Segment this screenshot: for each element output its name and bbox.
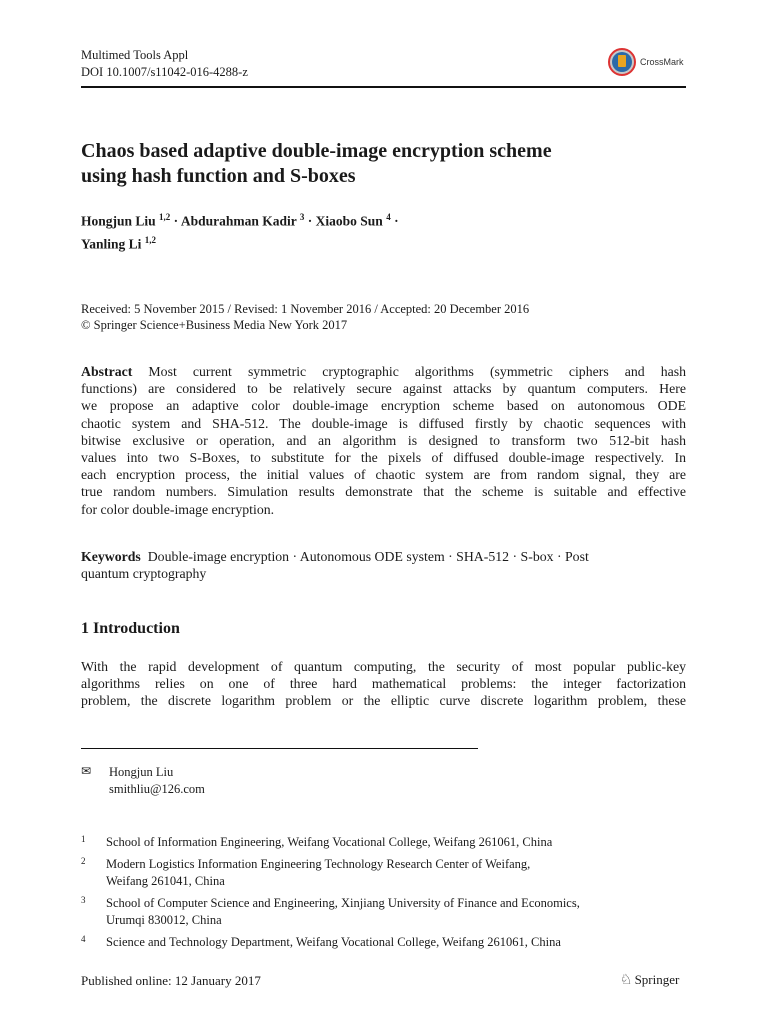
abstract-line: true random numbers. Simulation results demonstrate that the scheme is suitable and effective: [81, 484, 686, 500]
crossmark-badge[interactable]: [608, 47, 688, 77]
affiliation-text: Urumqi 830012, China: [106, 913, 222, 927]
abstract-line: we propose an adaptive color double-image encryption scheme based on autonomous ODE: [81, 398, 686, 414]
title-line-1: Chaos based adaptive double-image encryption scheme: [81, 140, 552, 162]
author-name[interactable]: Hongjun Liu: [81, 213, 156, 229]
paper-title: [81, 139, 552, 189]
copyright: © Springer Science+Business Media New York 2017: [81, 318, 348, 332]
abstract-line: each encryption process, the initial values of chaotic system are from random signal, they are: [81, 467, 686, 483]
affiliation-text: School of Information Engineering, Weifang Vocational College, Weifang 261061, China: [106, 835, 553, 849]
abstract-line: chaotic system and SHA-512. The double-image is diffused firstly by chaotic sequences with: [81, 415, 686, 431]
publisher-name: Springer: [634, 972, 680, 987]
section-heading: 1 Introduction: [81, 620, 180, 637]
affiliation-text: Modern Logistics Information Engineering Technology Research Center of Weifang,: [106, 857, 531, 871]
affiliation-number: 2: [81, 856, 86, 866]
keywords-line: quantum cryptography: [81, 566, 207, 582]
affiliation-number: 1: [81, 834, 86, 844]
history-dates: Received: 5 November 2015 / Revised: 1 November 2016 / Accepted: 20 December 2016: [81, 302, 530, 316]
abstract-line: bitwise exclusive or operation, and an algorithm is designed to transform two 512-bit hash: [81, 432, 686, 448]
abstract-label: Abstract: [81, 364, 133, 379]
article-dates: [81, 301, 691, 333]
abstract-line: Most current symmetric cryptographic algorithms (symmetric ciphers and hash: [148, 364, 686, 379]
author-name[interactable]: Xiaobo Sun: [315, 213, 383, 229]
crossmark-icon: [608, 48, 636, 76]
abstract-line: values into two S-Boxes, to substitute for the pixels of diffused double-image respectively. In: [81, 450, 686, 466]
contact-name: Hongjun Liu: [109, 765, 174, 779]
author-affil: 4: [386, 212, 391, 222]
affiliation-number: 3: [81, 895, 86, 905]
author-line-2: [81, 231, 399, 254]
affiliation: [81, 895, 691, 929]
author-line-1: [81, 208, 399, 231]
abstract-line: functions) are considered to be relatively secure against attacks by quantum computers. Here: [81, 381, 686, 397]
keywords-label: Keywords: [81, 549, 141, 564]
crossmark-label: CrossMark: [640, 57, 684, 67]
published-date: Published online: 12 January 2017: [81, 973, 261, 988]
abstract-line: for color double-image encryption.: [81, 501, 275, 517]
intro-paragraph: [81, 658, 686, 710]
journal-name: Multimed Tools Appl: [81, 48, 189, 62]
title-line-2: using hash function and S-boxes: [81, 165, 356, 187]
contact-email[interactable]: smithliu@126.com: [109, 782, 205, 796]
author-name[interactable]: Abdurahman Kadir: [180, 213, 297, 229]
footnote-rule: [81, 748, 478, 749]
affiliation: [81, 856, 691, 890]
affiliation-text: Science and Technology Department, Weifang Vocational College, Weifang 261061, China: [106, 935, 561, 949]
author-separator: ·: [307, 213, 313, 229]
affiliation-text: Weifang 261041, China: [106, 874, 225, 888]
keywords-line: Double-image encryption · Autonomous ODE system · SHA-512 · S-box · Post: [147, 549, 589, 564]
intro-line: With the rapid development of quantum computing, the security of most popular public-key: [81, 659, 686, 674]
author-separator: ·: [173, 213, 179, 229]
affiliation-number: 4: [81, 934, 86, 944]
header-rule: [81, 86, 686, 88]
author-affil: 1,2: [159, 212, 171, 222]
author-affil: 1,2: [144, 234, 157, 245]
affiliation: [81, 834, 691, 851]
abstract: [81, 363, 686, 518]
doi[interactable]: DOI 10.1007/s11042-016-4288-z: [81, 65, 248, 79]
intro-line: algorithms relies on one of three hard mathematical problems: the integer factorization: [81, 676, 686, 692]
envelope-icon: ✉: [81, 764, 92, 778]
publisher-logo[interactable]: [620, 972, 679, 988]
intro-line: problem, the discrete logarithm problem or the elliptic curve discrete logarithm problem, these: [81, 693, 686, 709]
affiliation-text: School of Computer Science and Engineering, Xinjiang University of Finance and Economics,: [106, 896, 580, 910]
springer-horse-icon: ♘: [620, 972, 633, 988]
author-list: [81, 208, 399, 253]
author-separator: ·: [394, 213, 399, 229]
author-name[interactable]: Yanling Li: [81, 236, 142, 251]
affiliation: [81, 934, 691, 951]
author-affil: 3: [299, 212, 305, 222]
keywords: [81, 548, 686, 582]
